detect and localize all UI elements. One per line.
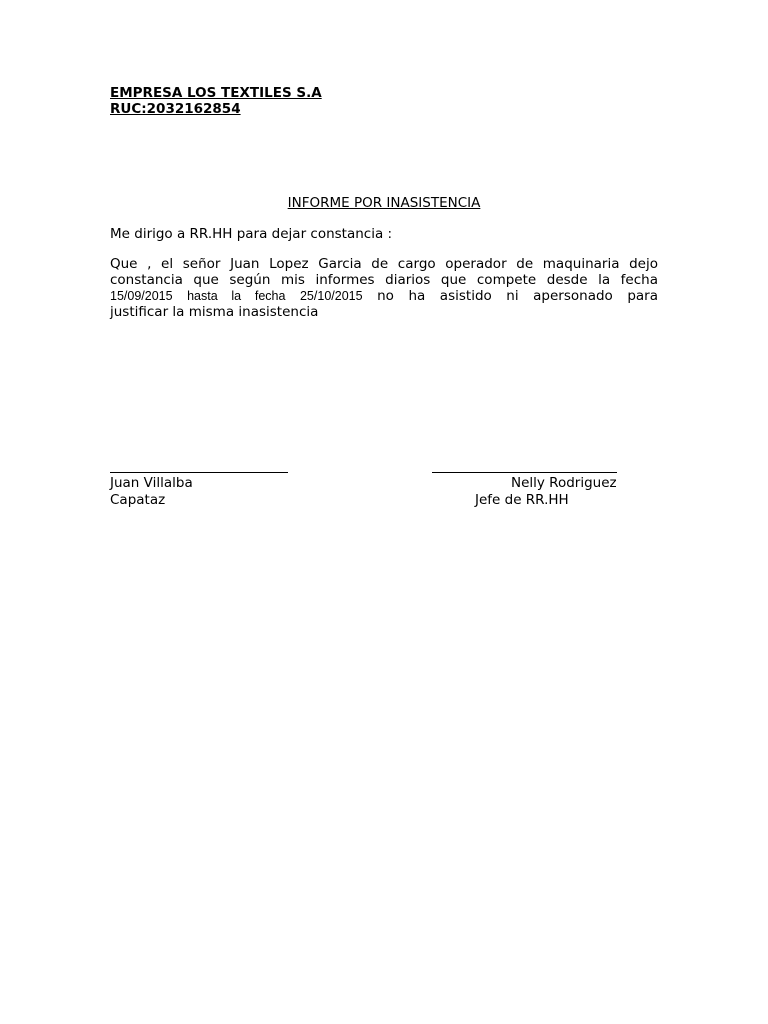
company-header (110, 85, 322, 117)
signature-line-right (432, 472, 617, 473)
signature-name-left: Juan Villalba (110, 475, 193, 491)
body-line-3-rest: no ha asistido ni apersonado para (377, 288, 659, 304)
company-name: EMPRESA LOS TEXTILES S.A (110, 85, 322, 101)
body-line-4: justificar la misma inasistencia (110, 304, 319, 320)
date-middle-text: hasta la fecha (187, 289, 286, 303)
company-ruc: RUC:2032162854 (110, 101, 241, 117)
document-title (110, 195, 658, 211)
signature-name-right: Nelly Rodriguez (511, 475, 617, 491)
signature-role-right: Jefe de RR.HH (475, 492, 569, 508)
greeting-line: Me dirigo a RR.HH para dejar constancia : (110, 226, 393, 242)
document-title-text: INFORME POR INASISTENCIA (287, 195, 481, 211)
body-line-2: constancia que según mis informes diarios que compete desde la fecha (110, 272, 658, 288)
signature-role-left: Capataz (110, 492, 166, 508)
signature-line-left (110, 472, 288, 473)
body-line-3 (110, 288, 658, 304)
body-paragraph (110, 256, 658, 320)
date-from: 15/09/2015 (110, 289, 173, 303)
date-to: 25/10/2015 (299, 289, 363, 303)
body-line-1: Que , el señor Juan Lopez Garcia de cargo operador de maquinaria dejo (110, 256, 658, 272)
